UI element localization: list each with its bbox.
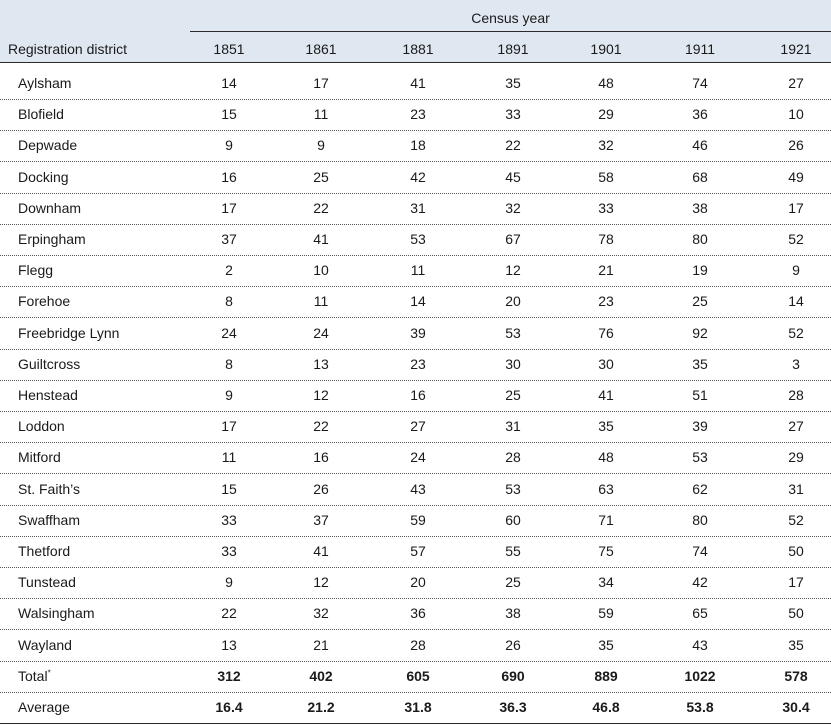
table-cell: 59 [598, 605, 614, 622]
district-name [18, 162, 69, 193]
table-cell: 78 [598, 231, 614, 247]
district-name [18, 68, 71, 99]
district-name-text: Guiltcross [18, 355, 81, 372]
table-cell: 11 [313, 293, 329, 310]
table-cell: 12 [505, 262, 521, 279]
district-name-text: Henstead [18, 387, 78, 403]
table-cell: 37 [221, 231, 237, 247]
table-row [0, 474, 831, 506]
table-cell: 65 [692, 605, 708, 622]
table-cell: 42 [692, 574, 708, 591]
table-cell: 11 [221, 449, 237, 466]
table-row [0, 442, 831, 474]
table-row [0, 224, 831, 256]
table-cell: 53 [505, 324, 521, 341]
table-cell: 25 [505, 574, 521, 591]
district-name-text: Mitford [18, 449, 61, 466]
district-name-text: St. Faith’s [18, 480, 80, 497]
table-cell: 11 [410, 262, 426, 279]
year-header-1861: 1861 [305, 41, 337, 57]
table-cell: 53 [692, 449, 708, 466]
table-cell: 75 [598, 543, 614, 559]
table-cell: 27 [788, 75, 804, 91]
table-cell: 3 [792, 355, 800, 372]
district-name-text: Forehoe [18, 293, 71, 310]
table-cell: 41 [598, 387, 614, 403]
table-cell: 41 [313, 543, 329, 559]
table-cell: 29 [788, 449, 804, 466]
table-cell: 68 [692, 168, 708, 185]
table-cell: 46.8 [592, 699, 620, 715]
district-name-text: Average [18, 699, 70, 715]
district-name [18, 692, 70, 723]
district-name [18, 193, 81, 224]
table-cell: 312 [217, 667, 241, 684]
table-cell: 33 [221, 511, 237, 528]
table-cell: 57 [410, 543, 426, 559]
table-cell: 16 [313, 449, 329, 466]
table-cell: 36 [692, 106, 708, 123]
table-cell: 15 [221, 106, 237, 123]
census-year-rule [190, 31, 831, 32]
table-cell: 1022 [684, 667, 716, 684]
district-name [18, 318, 119, 349]
table-cell: 27 [788, 418, 804, 435]
table-cell: 14 [410, 293, 426, 310]
table-cell: 26 [505, 636, 521, 653]
table-cell: 67 [505, 231, 521, 247]
table-cell: 52 [788, 324, 804, 341]
district-name-text: Tunstead [18, 574, 76, 591]
table-cell: 14 [221, 75, 237, 91]
table-cell: 23 [598, 293, 614, 310]
table-cell: 10 [313, 262, 329, 279]
table-cell: 45 [505, 168, 521, 185]
district-name [18, 286, 70, 317]
table-row [0, 255, 831, 287]
table-row [0, 411, 831, 443]
district-name [18, 411, 65, 442]
table-cell: 46 [692, 137, 708, 154]
table-cell: 49 [788, 168, 804, 185]
table-cell: 17 [221, 199, 237, 216]
table-cell: 52 [788, 511, 804, 528]
table-cell: 21 [313, 636, 329, 653]
table-cell: 35 [598, 418, 614, 435]
census-year-header: Census year [471, 10, 550, 26]
table-cell: 17 [221, 418, 237, 435]
table-row [0, 68, 831, 100]
table-cell: 24 [313, 324, 329, 341]
table-cell: 17 [788, 574, 804, 591]
table-cell: 23 [410, 355, 426, 372]
table-cell: 23 [410, 106, 426, 123]
table-cell: 18 [410, 137, 426, 154]
table-cell: 22 [313, 199, 329, 216]
district-name-text: Wayland [18, 636, 72, 653]
table-cell: 16 [221, 168, 237, 185]
table-cell: 19 [692, 262, 708, 279]
table-cell: 27 [410, 418, 426, 435]
table-cell: 20 [505, 293, 521, 310]
district-name [18, 349, 80, 380]
table-cell: 38 [505, 605, 521, 622]
table-cell: 76 [598, 324, 614, 341]
table-cell: 33 [221, 543, 237, 559]
district-name [18, 567, 76, 598]
table-cell: 25 [505, 387, 521, 403]
table-cell: 36.3 [499, 699, 527, 715]
year-header-1901: 1901 [590, 41, 622, 57]
table-cell: 50 [788, 543, 804, 559]
table-cell: 21.2 [307, 699, 335, 715]
header-rule [0, 62, 831, 63]
table-row [0, 162, 831, 194]
table-cell: 35 [598, 636, 614, 653]
table-cell: 16 [410, 387, 426, 403]
table-cell: 39 [410, 324, 426, 341]
table-cell: 22 [221, 605, 237, 622]
table-cell: 53.8 [686, 699, 714, 715]
table-cell: 2 [225, 262, 233, 279]
district-name-text: Blofield [18, 106, 64, 123]
table-cell: 29 [598, 106, 614, 123]
table-cell: 8 [225, 293, 233, 310]
table-cell: 31.8 [404, 699, 432, 715]
table-cell: 35 [788, 636, 804, 653]
table-cell: 13 [313, 355, 329, 372]
table-cell: 41 [313, 231, 329, 247]
table-cell: 690 [501, 667, 525, 684]
table-cell: 31 [505, 418, 521, 435]
district-name-text: Loddon [18, 418, 65, 435]
table-cell: 35 [692, 355, 708, 372]
table-cell: 39 [692, 418, 708, 435]
table-row [0, 130, 831, 162]
table-header [0, 0, 831, 62]
table-cell: 10 [788, 106, 804, 123]
district-name-text: Depwade [18, 137, 78, 154]
district-name [18, 474, 80, 505]
table-cell: 605 [406, 667, 430, 684]
table-row [0, 99, 831, 131]
table-cell: 9 [225, 387, 233, 403]
table-cell: 578 [784, 667, 808, 684]
table-cell: 33 [598, 199, 614, 216]
district-name [18, 505, 80, 536]
table-cell: 26 [313, 480, 329, 497]
district-name-text: Freebridge Lynn [18, 324, 120, 341]
table-row [0, 286, 831, 318]
table-cell: 71 [598, 511, 614, 528]
district-name-text: Total [18, 667, 48, 684]
table-cell: 52 [788, 231, 804, 247]
table-cell: 51 [692, 387, 708, 403]
table-cell: 28 [788, 387, 804, 403]
table-cell: 25 [692, 293, 708, 310]
table-cell: 32 [313, 605, 329, 622]
table-cell: 80 [692, 231, 708, 247]
district-name [18, 130, 77, 161]
table-cell: 31 [410, 199, 426, 216]
table-cell: 28 [505, 449, 521, 466]
table-cell: 24 [410, 449, 426, 466]
table-cell: 21 [598, 262, 614, 279]
table-cell: 889 [594, 667, 618, 684]
table-cell: 402 [309, 667, 333, 684]
table-cell: 20 [410, 574, 426, 591]
district-name [18, 380, 78, 411]
table-cell: 38 [692, 199, 708, 216]
table-cell: 35 [505, 75, 521, 91]
table-cell: 92 [692, 324, 708, 341]
table-cell: 41 [410, 75, 426, 91]
table-cell: 43 [410, 480, 426, 497]
footnote-marker: * [47, 668, 51, 678]
table-cell: 9 [792, 262, 800, 279]
total-row [0, 661, 831, 693]
table-cell: 60 [505, 511, 521, 528]
table-cell: 22 [505, 137, 521, 154]
district-name-text: Walsingham [18, 605, 95, 622]
district-name-text: Docking [18, 168, 69, 185]
table-cell: 17 [788, 199, 804, 216]
table-row [0, 536, 831, 568]
table-cell: 62 [692, 480, 708, 497]
table-cell: 74 [692, 75, 708, 91]
table-cell: 63 [598, 480, 614, 497]
table-row [0, 380, 831, 412]
table-cell: 11 [313, 106, 329, 123]
year-header-1921: 1921 [780, 41, 812, 57]
district-name-text: Aylsham [18, 75, 72, 91]
table-cell: 24 [221, 324, 237, 341]
district-name [18, 598, 95, 629]
table-cell: 59 [410, 511, 426, 528]
table-cell: 31 [788, 480, 804, 497]
district-name [18, 661, 51, 692]
year-header-1891: 1891 [497, 41, 529, 57]
year-header-1911: 1911 [684, 41, 716, 57]
table-cell: 28 [410, 636, 426, 653]
table-cell: 9 [317, 137, 325, 154]
district-name-text: Flegg [18, 262, 54, 279]
district-name [18, 442, 61, 473]
table-cell: 9 [225, 137, 233, 154]
table-cell: 36 [410, 605, 426, 622]
table-cell: 34 [598, 574, 614, 591]
table-cell: 17 [313, 75, 329, 91]
average-row [0, 692, 831, 724]
table-cell: 12 [313, 574, 329, 591]
year-header-1851: 1851 [213, 41, 245, 57]
table-row [0, 505, 831, 537]
table-cell: 48 [598, 449, 614, 466]
table-cell: 15 [221, 480, 237, 497]
table-cell: 30 [505, 355, 521, 372]
table-cell: 33 [505, 106, 521, 123]
table-cell: 30 [598, 355, 614, 372]
table-cell: 55 [505, 543, 521, 559]
table-cell: 48 [598, 75, 614, 91]
district-name-text: Thetford [18, 543, 71, 559]
table-row [0, 193, 831, 225]
table-cell: 53 [505, 480, 521, 497]
table-row [0, 318, 831, 350]
district-name [18, 224, 86, 255]
table-cell: 16.4 [215, 699, 243, 715]
table-cell: 9 [225, 574, 233, 591]
table-cell: 37 [313, 511, 329, 528]
table-cell: 13 [221, 636, 237, 653]
table-cell: 58 [598, 168, 614, 185]
table-cell: 74 [692, 543, 708, 559]
table-cell: 12 [313, 387, 329, 403]
district-name-text: Erpingham [18, 231, 86, 247]
table-cell: 80 [692, 511, 708, 528]
district-name [18, 255, 53, 286]
district-name-text: Swaffham [18, 511, 80, 528]
district-name [18, 536, 70, 567]
table-cell: 30.4 [782, 699, 810, 715]
table-cell: 50 [788, 605, 804, 622]
table-cell: 53 [410, 231, 426, 247]
table-cell: 43 [692, 636, 708, 653]
table-cell: 32 [505, 199, 521, 216]
district-name-text: Downham [18, 199, 82, 216]
district-column-header: Registration district [8, 41, 128, 57]
table-row [0, 598, 831, 630]
table-cell: 14 [788, 293, 804, 310]
table-row [0, 630, 831, 662]
table-row [0, 567, 831, 599]
table-row [0, 349, 831, 381]
year-header-1881: 1881 [402, 41, 434, 57]
table-cell: 42 [410, 168, 426, 185]
table-cell: 32 [598, 137, 614, 154]
table-cell: 26 [788, 137, 804, 154]
district-name [18, 630, 72, 661]
table-cell: 25 [313, 168, 329, 185]
table-cell: 22 [313, 418, 329, 435]
table-cell: 8 [225, 355, 233, 372]
district-name [18, 99, 64, 130]
